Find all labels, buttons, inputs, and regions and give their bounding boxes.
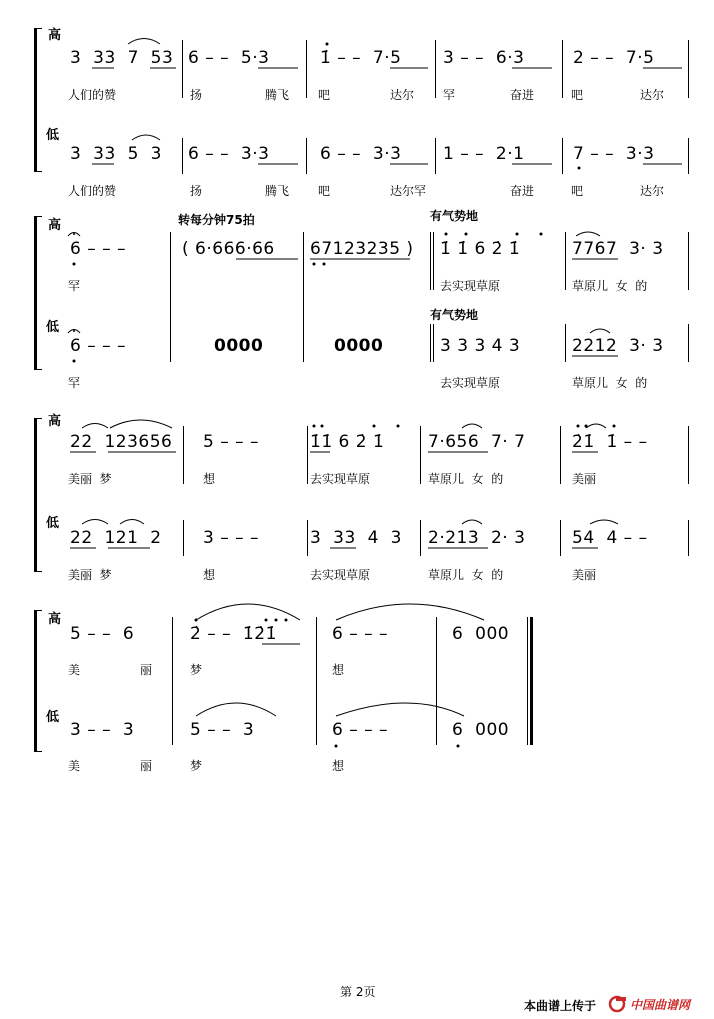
lyric: 去实现草原 <box>310 568 371 582</box>
slur <box>590 329 610 333</box>
lyric: 达尔 <box>640 184 665 198</box>
barline <box>182 40 183 98</box>
low-measure: 5 – – 3 <box>190 720 255 740</box>
slur <box>586 424 606 428</box>
lyric: 去实现草原 <box>440 279 501 293</box>
voice-label-high: 高 <box>48 218 62 233</box>
lyric: 吧 <box>571 88 584 102</box>
high-measure: 3 – – 6·3 <box>443 48 525 68</box>
lyric: 想 <box>332 663 345 677</box>
low-measure: 0000 <box>334 336 384 356</box>
lyric: 美 <box>68 663 81 677</box>
slur <box>110 420 172 428</box>
slur <box>336 703 464 716</box>
high-measure: 5 – – 6 <box>70 624 135 644</box>
logo-text: 中国曲谱网 <box>630 998 691 1012</box>
lyric: 草原儿 女 的 <box>428 472 504 486</box>
high-measure: 5 – – – <box>203 432 260 452</box>
lyric: 人们的赞 <box>68 88 117 102</box>
low-measure: 2·213 2· 3 <box>428 528 526 548</box>
high-measure: 7·656 7· 7 <box>428 432 526 452</box>
voice-label-high: 高 <box>48 612 62 627</box>
lyric: 罕 <box>68 376 81 390</box>
lyric: 想 <box>203 472 216 486</box>
barline <box>436 617 437 745</box>
slur <box>120 520 144 525</box>
lyric: 美丽 梦 <box>68 568 112 582</box>
lyric: 想 <box>203 568 216 582</box>
upload-credit: 本曲谱上传于 <box>524 999 597 1013</box>
barline <box>183 520 184 556</box>
lyric: 美丽 <box>572 472 597 486</box>
system-bracket <box>34 216 42 370</box>
high-measure: 3 33 7 53 <box>70 48 174 68</box>
lyric: 罕 <box>68 279 81 293</box>
voice-label-low: 低 <box>46 516 60 531</box>
barline <box>316 617 317 745</box>
barline <box>420 520 421 556</box>
low-measure: 3 – – 3 <box>70 720 135 740</box>
slur <box>82 520 108 525</box>
high-measure: ( 6·666·66 <box>182 239 275 259</box>
high-measure: 6 000 <box>452 624 510 644</box>
slur <box>132 135 160 140</box>
low-measure: 6 – – – <box>332 720 389 740</box>
fermata <box>68 330 80 334</box>
slur <box>196 703 276 716</box>
barline <box>435 40 436 98</box>
system-bracket <box>34 610 42 752</box>
high-measure: 2̇ – – 1̇2̇1̇ <box>190 624 277 644</box>
barline <box>562 40 563 98</box>
lyric: 美 <box>68 759 81 773</box>
lyric: 吧 <box>318 184 331 198</box>
high-measure: 67123235 ) <box>310 239 414 259</box>
lyric: 人们的赞 <box>68 184 117 198</box>
barline <box>565 324 566 362</box>
low-measure: 3 33 4 3 <box>310 528 403 548</box>
low-measure: 22 121 2 <box>70 528 162 548</box>
barline <box>688 324 689 362</box>
lyric: 美丽 <box>572 568 597 582</box>
lyric: 想 <box>332 759 345 773</box>
lyric: 腾飞 <box>265 88 290 102</box>
lyric: 丽 <box>140 759 153 773</box>
low-measure: 54 4 – – <box>572 528 648 548</box>
low-measure: 6 000 <box>452 720 510 740</box>
lyric: 草原儿 女 的 <box>572 376 648 390</box>
lyric: 去实现草原 <box>310 472 371 486</box>
barline <box>307 520 308 556</box>
lyric: 达尔 <box>640 88 665 102</box>
barline <box>307 426 308 484</box>
voice-label-low: 低 <box>46 320 60 335</box>
slur <box>196 604 300 620</box>
barline <box>430 324 431 362</box>
low-measure: 2212 3· 3 <box>572 336 664 356</box>
tempo-marking: 转每分钟75拍 <box>178 213 255 227</box>
final-barline-thick <box>530 617 533 745</box>
barline <box>562 138 563 174</box>
high-measure: 6 – – – <box>332 624 389 644</box>
lyric: 吧 <box>318 88 331 102</box>
high-measure: 2 – – 7·5 <box>573 48 655 68</box>
lyric: 丽 <box>140 663 153 677</box>
high-measure: 1̇ – – 7·5 <box>320 48 402 68</box>
barline <box>182 138 183 174</box>
low-measure: 6 – – 3·3 <box>188 144 270 164</box>
voice-label-high: 高 <box>48 28 62 43</box>
barline <box>688 426 689 484</box>
low-measure: 3 33 5 3 <box>70 144 163 164</box>
fermata <box>68 233 80 237</box>
lyric: 奋进 <box>510 184 535 198</box>
final-barline-thin <box>527 617 528 745</box>
lyric: 去实现草原 <box>440 376 501 390</box>
lyric: 梦 <box>190 759 203 773</box>
low-measure: 7 – – 3·3 <box>573 144 655 164</box>
lyric: 梦 <box>190 663 203 677</box>
lyric: 草原儿 女 的 <box>572 279 648 293</box>
lyric: 达尔 <box>390 88 415 102</box>
barline <box>560 520 561 556</box>
low-measure: 1 – – 2·1 <box>443 144 525 164</box>
expression-marking: 有气势地 <box>430 209 479 223</box>
low-measure: 3 3 3 4 3 <box>440 336 521 356</box>
low-measure: 6 – – 3·3 <box>320 144 402 164</box>
barline <box>430 232 431 290</box>
high-measure: 1̇1̇ 6 2̇ 1̇ <box>310 432 385 452</box>
logo-icon <box>608 995 630 1013</box>
lyric: 达尔罕 <box>390 184 427 198</box>
voice-label-low: 低 <box>46 710 60 725</box>
barline <box>303 232 304 362</box>
site-logo <box>608 994 710 1014</box>
slur <box>462 424 482 428</box>
slur <box>590 520 618 524</box>
barline <box>420 426 421 484</box>
barline <box>688 520 689 556</box>
barline <box>435 138 436 174</box>
system-bracket <box>34 28 42 172</box>
barline <box>172 617 173 745</box>
barline <box>183 426 184 484</box>
slur <box>82 424 108 429</box>
lyric: 奋进 <box>510 88 535 102</box>
barline <box>306 40 307 98</box>
high-measure: 6 – – – <box>70 239 127 259</box>
expression-marking: 有气势地 <box>430 308 479 322</box>
barline <box>306 138 307 174</box>
lyric: 吧 <box>571 184 584 198</box>
barline <box>560 426 561 484</box>
voice-label-low: 低 <box>46 128 60 143</box>
system-bracket <box>34 418 42 572</box>
lyric: 罕 <box>443 88 456 102</box>
slur <box>336 604 484 620</box>
page-number: 第 2页 <box>340 985 376 999</box>
barline <box>170 232 171 362</box>
barline <box>433 324 434 362</box>
high-measure: 1̇ 1̇ 6 2̇ 1̇ <box>440 239 521 259</box>
lyric: 草原儿 女 的 <box>428 568 504 582</box>
barline <box>688 232 689 290</box>
high-measure: 6 – – 5·3 <box>188 48 270 68</box>
slur <box>128 39 160 45</box>
barline <box>433 232 434 290</box>
slur <box>462 520 482 524</box>
barline <box>688 138 689 174</box>
low-measure: 0000 <box>214 336 264 356</box>
low-measure: 6 – – – <box>70 336 127 356</box>
high-measure: 7767 3· 3 <box>572 239 664 259</box>
low-measure: 3 – – – <box>203 528 260 548</box>
barline <box>688 40 689 98</box>
lyric: 美丽 梦 <box>68 472 112 486</box>
lyric: 扬 <box>190 88 203 102</box>
lyric: 腾飞 <box>265 184 290 198</box>
slur <box>576 232 600 236</box>
barline <box>565 232 566 290</box>
high-measure: 2̇1̇ 1̇ – – <box>572 432 648 452</box>
high-measure: 22 123656 <box>70 432 173 452</box>
voice-label-high: 高 <box>48 414 62 429</box>
lyric: 扬 <box>190 184 203 198</box>
